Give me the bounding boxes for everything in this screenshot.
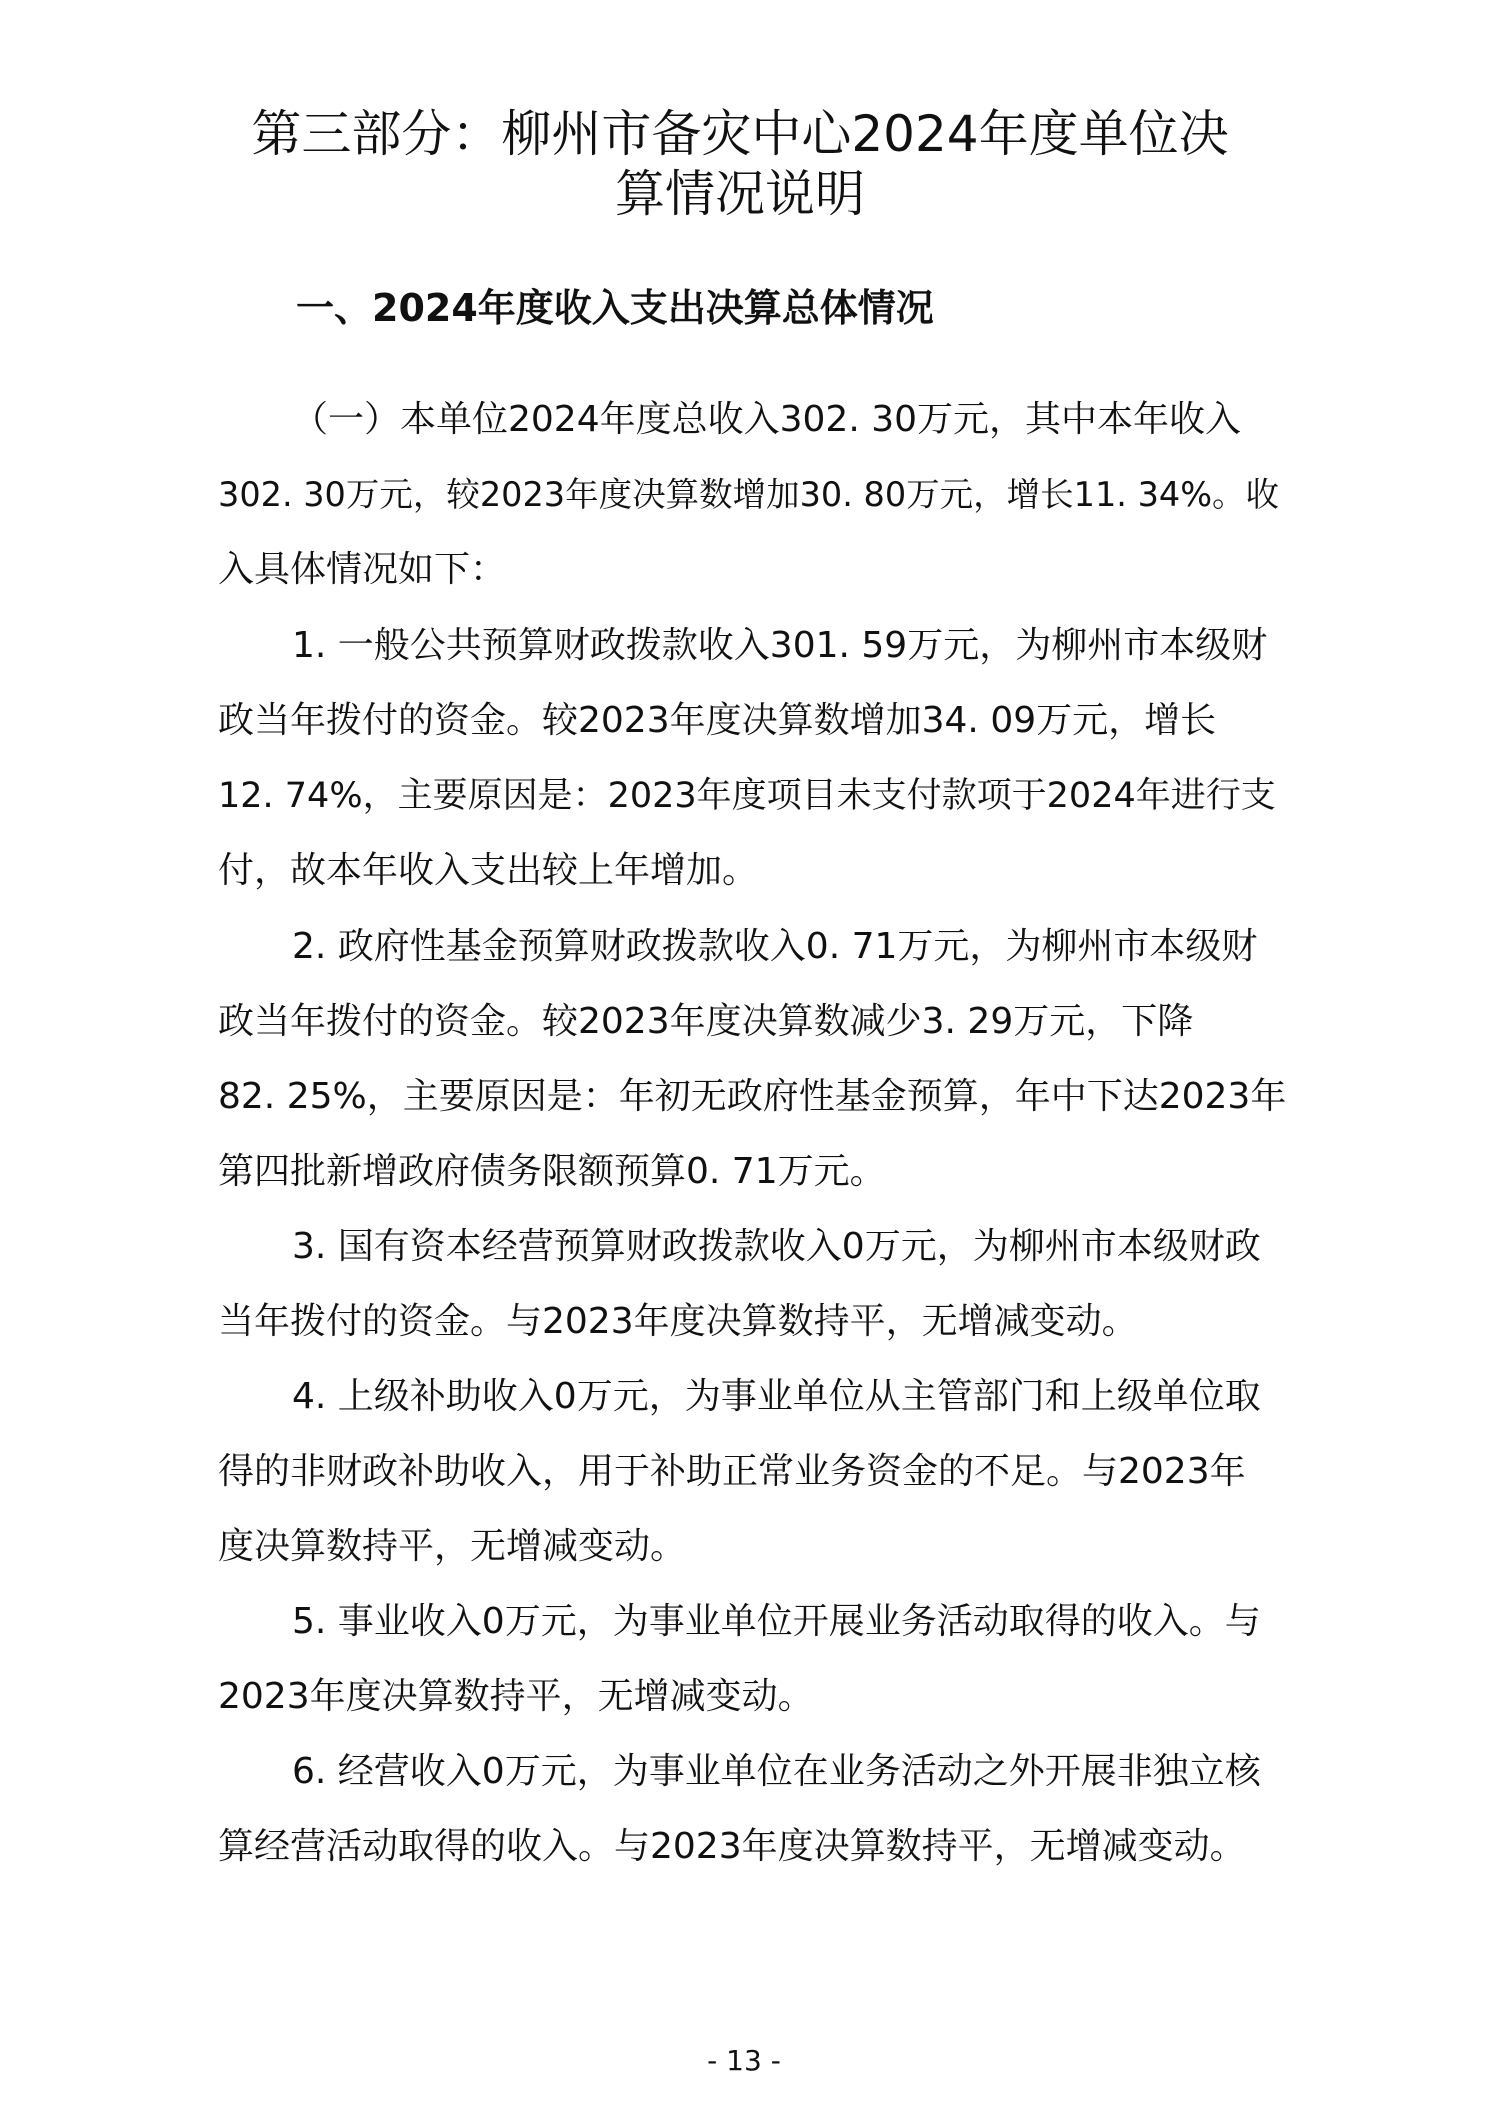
item-6-line: 6. 经营收入0万元，为事业单位在业务活动之外开展非独立核 [292, 1751, 1261, 1792]
item-5-line: 2023年度决算数持平，无增减变动。 [218, 1676, 814, 1717]
page-title-continued: 算情况说明 [615, 165, 865, 223]
item-2-line: 第四批新增政府债务限额预算0. 71万元。 [218, 1151, 886, 1192]
summary-paragraph-line: 入具体情况如下： [218, 549, 507, 590]
item-3-line: 3. 国有资本经营预算财政拨款收入0万元，为柳州市本级财政 [292, 1226, 1261, 1267]
item-4-line: 4. 上级补助收入0万元，为事业单位从主管部门和上级单位取 [292, 1376, 1261, 1417]
page-number: - 13 - [707, 2044, 781, 2077]
item-2-line: 政当年拨付的资金。较2023年度决算数减少3. 29万元，下降 [218, 1001, 1194, 1042]
item-4-line: 度决算数持平，无增减变动。 [218, 1526, 687, 1567]
item-1-line: 付，故本年收入支出较上年增加。 [218, 850, 759, 891]
item-1-line: 政当年拨付的资金。较2023年度决算数增加34. 09万元，增长 [218, 700, 1217, 741]
summary-paragraph-line: （一）本单位2024年度总收入302. 30万元，其中本年收入 [292, 399, 1242, 440]
item-5-line: 5. 事业收入0万元，为事业单位开展业务活动取得的收入。与 [292, 1601, 1261, 1642]
item-2-line: 2. 政府性基金预算财政拨款收入0. 71万元，为柳州市本级财 [292, 926, 1258, 967]
item-1-line: 1. 一般公共预算财政拨款收入301. 59万元，为柳州市本级财 [292, 625, 1268, 666]
section-heading: 一、2024年度收入支出决算总体情况 [296, 286, 934, 330]
item-6-line: 算经营活动取得的收入。与2023年度决算数持平，无增减变动。 [218, 1826, 1246, 1867]
item-1-line: 12. 74%，主要原因是：2023年度项目未支付款项于2024年进行支 [218, 776, 1276, 816]
item-3-line: 当年拨付的资金。与2023年度决算数持平，无增减变动。 [218, 1301, 1138, 1342]
page-title: 第三部分：柳州市备灾中心2024年度单位决 [251, 105, 1229, 163]
item-4-line: 得的非财政补助收入，用于补助正常业务资金的不足。与2023年 [218, 1451, 1246, 1492]
item-2-line: 82. 25%，主要原因是：年初无政府性基金预算，年中下达2023年 [218, 1076, 1287, 1117]
summary-paragraph-line: 302. 30万元，较2023年度决算数增加30. 80万元，增长11. 34%。收 [218, 475, 1280, 514]
